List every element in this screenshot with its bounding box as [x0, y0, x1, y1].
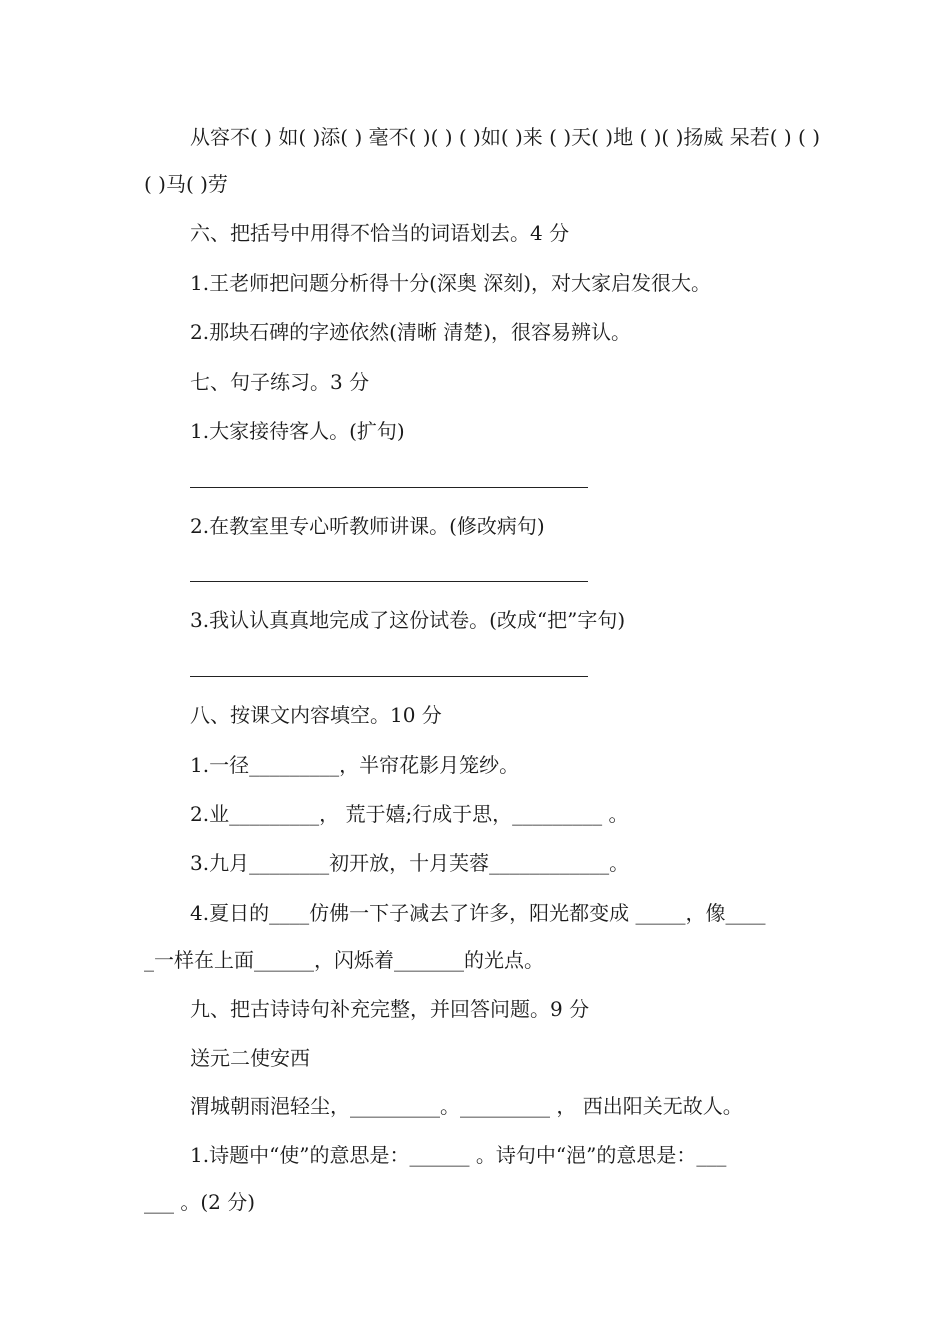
question-7-3: 3.我认认真真地完成了这份试卷。(改成“把”字句)	[190, 608, 626, 632]
question-8-3: 3.九月________初开放，十月芙蓉____________。	[190, 851, 630, 875]
answer-line	[190, 487, 588, 488]
answer-line	[190, 581, 588, 582]
poem-lines: 渭城朝雨浥轻尘，_________。_________ ， 西出阳关无故人。	[190, 1094, 743, 1118]
question-6-2: 2.那块石碑的字迹依然(清晰 清楚)，很容易辨认。	[190, 320, 632, 344]
question-6-1: 1.王老师把问题分析得十分(深奥 深刻)，对大家启发很大。	[190, 271, 712, 295]
question-8-2: 2.业_________， 荒于嬉;行成于思，_________ 。	[190, 802, 629, 826]
section-8-heading: 八、按课文内容填空。10 分	[190, 703, 442, 727]
question-8-4: 4.夏日的____仿佛一下子减去了许多，阳光都变成 _____，像____	[190, 901, 766, 925]
question-7-2: 2.在教室里专心听教师讲课。(修改病句)	[190, 514, 545, 538]
question-9-1-continued: ___ 。(2 分)	[144, 1190, 256, 1214]
answer-line	[190, 676, 588, 677]
section-7-heading: 七、句子练习。3 分	[190, 370, 370, 394]
poem-title: 送元二使安西	[190, 1046, 310, 1070]
question-9-1: 1.诗题中“使”的意思是：______ 。诗句中“浥”的意思是：___	[190, 1143, 727, 1167]
question-7-1: 1.大家接待客人。(扩句)	[190, 419, 405, 443]
section-9-heading: 九、把古诗诗句补充完整，并回答问题。9 分	[190, 997, 590, 1021]
section-6-heading: 六、把括号中用得不恰当的词语划去。4 分	[190, 221, 570, 245]
fill-in-idioms-line-continued: ( )马( )劳	[144, 172, 228, 196]
question-8-1: 1.一径_________，半帘花影月笼纱。	[190, 753, 520, 777]
question-8-4-continued: _一样在上面______，闪烁着_______的光点。	[144, 948, 544, 972]
fill-in-idioms-line: 从容不( ) 如( )添( ) 毫不( )( ) ( )如( )来 ( )天( )地 ( )( )扬威 呆若( ) ( )	[190, 125, 821, 149]
